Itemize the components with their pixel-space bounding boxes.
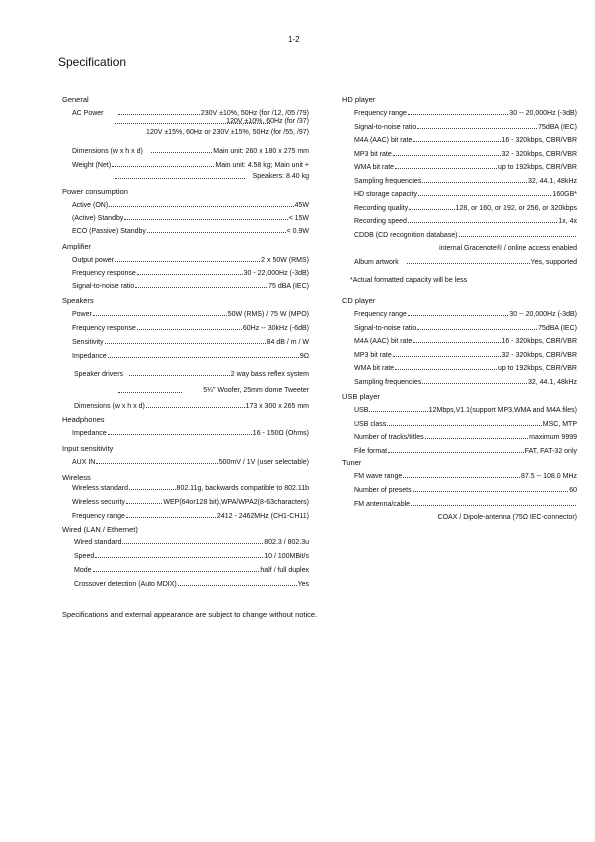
dot-leader — [108, 434, 252, 435]
spec-value: Yes, supported — [530, 259, 577, 266]
spec-row-dimensions — [72, 147, 309, 156]
spec-row-weight — [72, 161, 309, 170]
spec-row — [354, 190, 577, 199]
section-heading-hd-player: HD player — [342, 95, 376, 104]
dot-leader — [93, 315, 227, 316]
spec-value: 500mV / 1V (user selectable) — [218, 459, 309, 466]
dot-leader — [124, 219, 287, 220]
spec-value: 60 — [569, 486, 577, 494]
footnote: *Actual formatted capacity will be less — [350, 277, 468, 284]
dot-leader — [129, 375, 230, 376]
dot-leader — [422, 182, 527, 183]
spec-value: half / full duplex — [260, 567, 309, 574]
spec-value: 160GB* — [552, 191, 577, 198]
spec-row — [354, 378, 577, 387]
spec-label: Impedance — [72, 430, 107, 437]
spec-row — [72, 214, 309, 223]
spec-value-continued: Speakers: 8.40 kg — [252, 173, 309, 180]
spec-value: Yes — [297, 581, 309, 588]
dot-leader — [408, 114, 508, 115]
section-heading-power: Power consumption — [62, 187, 128, 196]
dot-leader — [413, 342, 500, 343]
spec-value: 802.11g, backwards compatible to 802.11b — [176, 485, 309, 492]
spec-value: WEP(64or128 bit),WPA/WPA2(8-63characters) — [163, 499, 309, 506]
section-heading-usb-player: USB player — [342, 392, 380, 401]
spec-row — [354, 109, 577, 118]
spec-label: Sensitivity — [72, 339, 104, 346]
spec-row — [354, 177, 577, 186]
spec-label: USB — [354, 407, 369, 414]
spec-label: Impedance — [72, 353, 107, 360]
spec-row — [72, 227, 309, 236]
spec-label: FM wave range — [354, 473, 403, 480]
dot-leader — [393, 356, 501, 357]
spec-value: FAT, FAT-32 only — [524, 447, 577, 455]
dot-leader — [118, 114, 200, 115]
dot-leader — [408, 222, 557, 223]
spec-value: 75 dBA (IEC) — [268, 283, 309, 290]
spec-row — [354, 337, 577, 346]
spec-label: USB class — [354, 420, 387, 428]
dot-leader — [369, 411, 427, 412]
spec-label: Frequency response — [72, 325, 136, 332]
spec-label: Recording quality — [354, 204, 409, 212]
spec-row — [72, 498, 309, 507]
spec-label: WMA bit rate — [354, 365, 395, 372]
spec-row — [354, 364, 577, 373]
page-title: Specification — [58, 55, 127, 69]
section-heading-amplifier: Amplifier — [62, 242, 92, 251]
dot-leader — [137, 329, 242, 330]
dot-leader — [395, 369, 497, 370]
spec-row — [354, 447, 577, 456]
spec-label: Weight (Net) — [72, 162, 112, 169]
dot-leader — [409, 209, 454, 210]
dot-leader — [403, 477, 520, 478]
spec-value: < 15W — [288, 215, 309, 222]
spec-value-continued: internal Gracenote® / online access enabled — [439, 245, 577, 252]
spec-value: 16 - 320kbps, CBR/VBR — [501, 338, 577, 345]
spec-row — [354, 217, 577, 226]
dot-leader — [178, 585, 297, 586]
dot-leader — [393, 155, 501, 156]
spec-row — [354, 123, 577, 132]
spec-label: MP3 bit rate — [354, 150, 392, 158]
dot-leader — [407, 263, 530, 264]
spec-row — [354, 231, 577, 240]
spec-label: AC Power — [72, 110, 104, 117]
spec-value: 45W — [294, 202, 309, 209]
spec-value: 50W (RMS) / 75 W (MPO) — [227, 311, 309, 318]
spec-label: Dimensions (w x h x d) — [72, 148, 143, 155]
dot-leader — [109, 206, 293, 207]
spec-label: Signal-to-noise ratio — [354, 123, 417, 131]
dot-leader — [417, 128, 537, 129]
dot-leader — [413, 491, 569, 492]
spec-value: < 0.9W — [286, 228, 309, 235]
spec-row — [354, 472, 577, 481]
dot-leader — [387, 425, 541, 426]
dot-leader — [137, 274, 243, 275]
dot-leader — [129, 489, 176, 490]
spec-row-fm-antenna — [354, 500, 577, 509]
dot-leader — [146, 407, 245, 408]
section-heading-general: General — [62, 95, 89, 104]
spec-label: CDDB (CD recognition database) — [354, 231, 458, 239]
spec-label: (Active) Standby — [72, 215, 124, 222]
spec-row-speaker-drivers — [74, 370, 309, 379]
section-heading-input: Input sensitivity — [62, 444, 114, 453]
spec-label: Frequency range — [354, 311, 407, 318]
section-heading-tuner: Tuner — [342, 458, 362, 467]
spec-row — [354, 420, 577, 429]
spec-label: Number of presets — [354, 486, 412, 494]
spec-value: MSC, MTP — [542, 420, 577, 428]
spec-row — [354, 406, 577, 415]
spec-value: 9Ω — [299, 353, 309, 360]
dot-leader — [411, 505, 576, 506]
spec-value: 30 - 22,000Hz (-3dB) — [243, 270, 309, 277]
spec-value-continued: 120V ±10%, 60Hz (for /37) — [226, 118, 309, 125]
dot-leader — [105, 343, 266, 344]
dot-leader — [108, 357, 299, 358]
spec-value: 16 - 150Ω (Ohms) — [252, 430, 309, 437]
spec-label: MP3 bit rate — [354, 351, 392, 359]
spec-label: Crossover detection (Auto MDIX) — [74, 581, 177, 588]
spec-value: 75dBA (IEC) — [538, 324, 577, 332]
spec-label: Speed — [74, 553, 95, 560]
spec-row — [72, 338, 309, 347]
spec-value-continued: 120V ±15%, 60Hz or 230V ±15%, 50Hz (for /55, /97) — [146, 129, 309, 136]
spec-value-continued: 5¼" Woofer, 25mm dome Tweeter — [203, 387, 309, 394]
dot-leader — [459, 236, 577, 237]
spec-label: Speaker drivers — [74, 371, 124, 378]
dot-leader — [147, 232, 286, 233]
spec-label: Signal-to-noise ratio — [72, 283, 135, 290]
spec-label: Frequency range — [72, 513, 125, 520]
dot-leader — [425, 438, 529, 439]
dot-leader — [422, 383, 527, 384]
spec-row — [354, 324, 577, 333]
spec-label: Wireless security — [72, 499, 125, 506]
spec-label: Number of tracks/titles — [354, 434, 424, 441]
spec-value: 30 -- 20,000Hz (-3dB) — [509, 110, 577, 117]
spec-label: FM antenna/cable — [354, 501, 411, 508]
section-heading-cd-player: CD player — [342, 296, 376, 305]
dot-leader — [413, 141, 500, 142]
spec-row — [354, 433, 577, 442]
spec-value: 128, or 160, or 192, or 256, or 320kbps — [455, 204, 577, 212]
dot-leader — [95, 557, 263, 558]
spec-label: Sampling frequencies — [354, 378, 422, 386]
dot-leader — [115, 261, 260, 262]
spec-value: 84 dB / m / W — [266, 339, 309, 346]
dot-leader — [395, 168, 497, 169]
spec-row — [354, 136, 577, 145]
dot-leader — [126, 517, 216, 518]
spec-value: 230V ±10%, 50Hz (for /12, /05 /79) — [200, 110, 309, 117]
dot-leader — [151, 152, 212, 153]
section-heading-wireless: Wireless — [62, 473, 91, 482]
page-number: 1-2 — [288, 35, 300, 44]
spec-value: Main unit: 4.58 kg; Main unit + — [215, 162, 309, 169]
dot-leader — [135, 287, 267, 288]
spec-value: up to 192kbps, CBR/VBR — [498, 164, 577, 171]
spec-label: Sampling frequencies — [354, 177, 422, 185]
spec-row — [72, 484, 309, 493]
spec-row — [74, 566, 309, 575]
spec-label: Wired standard — [74, 539, 122, 546]
spec-value: 87.5 -- 108.0 MHz — [520, 473, 577, 480]
spec-row — [72, 282, 309, 291]
spec-row — [74, 552, 309, 561]
spec-label: HD storage capacity — [354, 191, 418, 198]
spec-value: 60Hz -- 30kHz (-6dB) — [242, 325, 309, 332]
spec-label: WMA bit rate — [354, 164, 395, 171]
spec-value: 2 x 50W (RMS) — [261, 257, 309, 264]
spec-label: ECO (Passive) Standby — [72, 228, 146, 235]
spec-value: 2412 - 2462MHz (CH1-CH11) — [216, 513, 309, 520]
spec-value: 12Mbps,V1.1(support MP3,WMA and M4A files) — [428, 407, 577, 414]
spec-row-album-artwork — [354, 258, 577, 267]
spec-row — [354, 204, 577, 213]
spec-row — [72, 256, 309, 265]
spec-value: 1x, 4x — [558, 218, 577, 225]
spec-row — [72, 201, 309, 210]
spec-label: M4A (AAC) bit rate — [354, 137, 413, 144]
spec-row — [354, 310, 577, 319]
spec-value: up to 192kbps, CBR/VBR — [498, 365, 577, 372]
spec-value: 16 - 320kbps, CBR/VBR — [501, 137, 577, 144]
spec-value: 802.3 / 802.3u — [264, 539, 309, 546]
dot-leader — [96, 463, 217, 464]
spec-row — [72, 324, 309, 333]
spec-value: 30 -- 20,000Hz (-3dB) — [509, 311, 577, 318]
spec-row — [74, 580, 309, 589]
spec-label: Frequency range — [354, 110, 407, 117]
spec-label: Album artwork — [354, 259, 399, 266]
spec-label: Power — [72, 311, 92, 318]
spec-value: 2 way bass reflex system — [230, 371, 309, 378]
spec-label: File format — [354, 447, 388, 455]
spec-label: Frequency response — [72, 270, 136, 277]
dot-leader — [112, 166, 214, 167]
spec-label: Active (ON) — [72, 202, 109, 209]
dot-leader — [417, 329, 537, 330]
spec-value: 173 x 300 x 265 mm — [245, 403, 309, 410]
spec-row — [74, 538, 309, 547]
spec-label: Recording speed — [354, 218, 407, 225]
spec-value: 32, 44.1, 48kHz — [527, 378, 577, 386]
spec-row — [72, 352, 309, 361]
spec-value: 32, 44.1, 48kHz — [527, 177, 577, 185]
section-heading-wired: Wired (LAN / Ethernet) — [62, 525, 138, 534]
spec-row — [354, 163, 577, 172]
spec-value: Main unit: 260 x 180 x 275 mm — [213, 148, 309, 155]
dot-leader — [418, 195, 551, 196]
spec-row — [354, 150, 577, 159]
spec-label: M4A (AAC) bit rate — [354, 338, 413, 345]
dot-leader — [93, 571, 260, 572]
spec-label: Mode — [74, 567, 92, 574]
section-heading-headphones: Headphones — [62, 415, 105, 424]
dot-leader — [122, 543, 263, 544]
spec-row — [72, 458, 309, 467]
spec-value: 10 / 100MBit/s — [264, 553, 309, 560]
section-heading-speakers: Speakers — [62, 296, 94, 305]
spec-row-speaker-dimensions — [74, 402, 309, 411]
spec-value: maximum 9999 — [529, 434, 577, 441]
dot-leader — [408, 315, 508, 316]
spec-row — [72, 429, 309, 438]
spec-label: Dimensions (w x h x d) — [74, 403, 145, 410]
spec-value: 32 - 320kbps, CBR/VBR — [501, 150, 577, 158]
spec-row — [72, 269, 309, 278]
spec-value: 75dBA (IEC) — [538, 123, 577, 131]
footer-note: Specifications and external appearance are subject to change without notice. — [62, 610, 318, 619]
spec-value-continued: COAX / Dipole-antenna (75Ω IEC-connector) — [437, 514, 577, 521]
spec-row — [354, 351, 577, 360]
spec-label: AUX IN — [72, 459, 96, 466]
spec-label: Output power — [72, 257, 115, 264]
spec-label: Wireless standard — [72, 485, 129, 492]
spec-row — [72, 310, 309, 319]
dot-leader — [126, 503, 162, 504]
spec-label: Signal-to-noise ratio — [354, 324, 417, 332]
spec-row — [72, 512, 309, 521]
dot-leader — [388, 452, 524, 453]
spec-row — [354, 486, 577, 495]
spec-value: 32 - 320kbps, CBR/VBR — [501, 351, 577, 359]
